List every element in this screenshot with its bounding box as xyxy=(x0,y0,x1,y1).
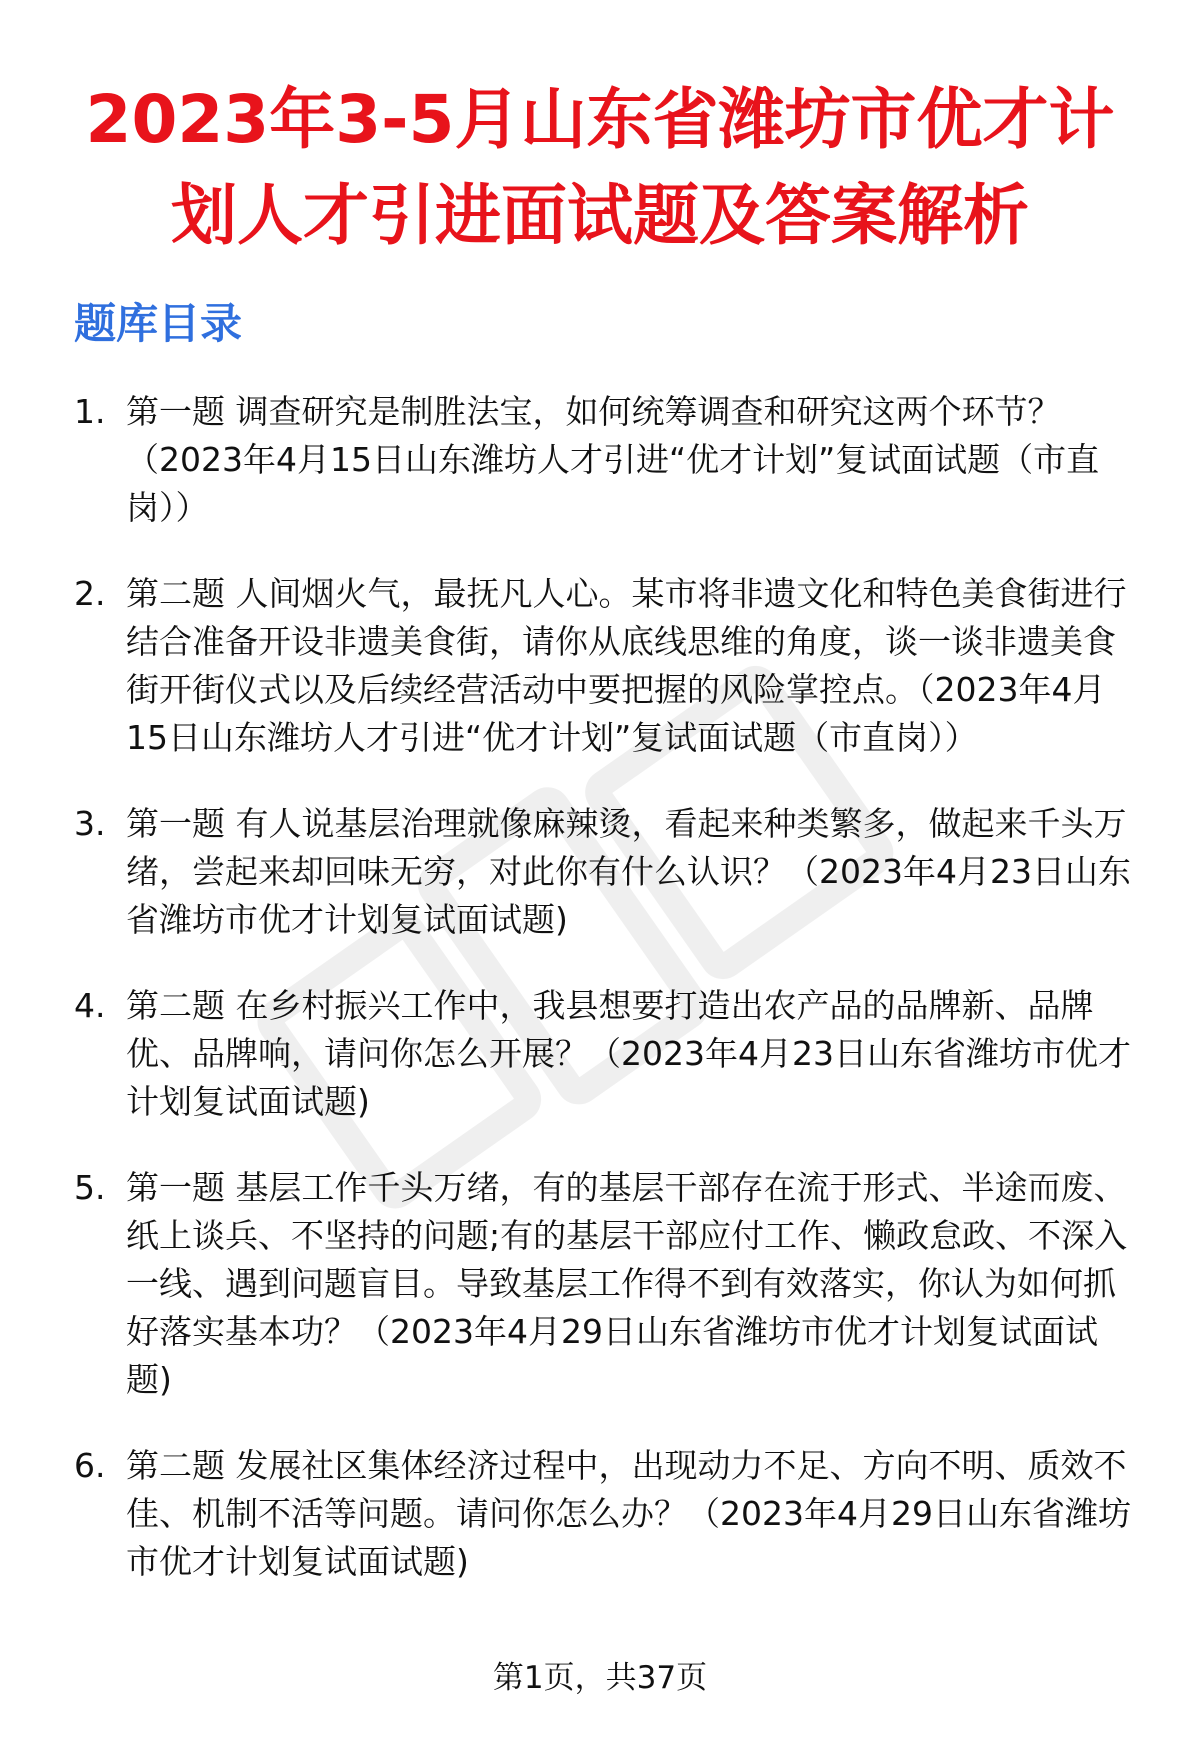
toc-item-6 xyxy=(66,1442,1134,1586)
page-footer: 第1页，共37页 xyxy=(492,1660,708,1696)
toc-item-text: 第二题 人间烟火气，最抚凡人心。某市将非遗文化和特色美食街进行结合准备开设非遗美食街，请你从底线思维的角度，谈一谈非遗美食街开街仪式以及后续经营活动中要把握的风险掌控点。（2023年4月15日山东潍坊人才引进“优才计划”复试面试题（市直岗）） xyxy=(126,574,1127,757)
toc-list xyxy=(66,388,1134,1586)
document-title-line-1: 2023年3-5月山东省潍坊市优才计 xyxy=(85,81,1115,158)
toc-item-number: 5. xyxy=(74,1168,106,1207)
toc-item-text: 第一题 有人说基层治理就像麻辣烫，看起来种类繁多，做起来千头万绪，尝起来却回味无穷，对此你有什么认识？（2023年4月23日山东省潍坊市优才计划复试面试题) xyxy=(126,804,1131,939)
toc-item-4 xyxy=(66,982,1134,1126)
toc-item-number: 4. xyxy=(74,986,106,1025)
document-title xyxy=(66,72,1134,264)
toc-item-5 xyxy=(66,1164,1134,1404)
toc-heading: 题库目录 xyxy=(74,299,243,348)
toc-item-number: 3. xyxy=(74,804,106,843)
toc-item-1 xyxy=(66,388,1134,532)
toc-item-text: 第一题 调查研究是制胜法宝，如何统筹调查和研究这两个环节？（2023年4月15日山东潍坊人才引进“优才计划”复试面试题（市直岗）） xyxy=(126,392,1100,527)
toc-item-text: 第二题 在乡村振兴工作中，我县想要打造出农产品的品牌新、品牌优、品牌响，请问你怎么开展？（2023年4月23日山东省潍坊市优才计划复试面试题) xyxy=(126,986,1131,1121)
toc-item-2 xyxy=(66,570,1134,762)
toc-item-text: 第二题 发展社区集体经济过程中，出现动力不足、方向不明、质效不佳、机制不活等问题。请问你怎么办？（2023年4月29日山东省潍坊市优才计划复试面试题) xyxy=(126,1446,1131,1581)
toc-item-number: 6. xyxy=(74,1446,106,1485)
document-title-line-2: 划人才引进面试题及答案解析 xyxy=(171,177,1029,254)
toc-item-text: 第一题 基层工作千头万绪，有的基层干部存在流于形式、半途而废、纸上谈兵、不坚持的问题;有的基层干部应付工作、懒政怠政、不深入一线、遇到问题盲目。导致基层工作得不到有效落实，你认为如何抓好落实基本功？（2023年4月29日山东省潍坊市优才计划复试面试题) xyxy=(126,1168,1128,1399)
toc-item-number: 2. xyxy=(74,574,106,613)
toc-item-3 xyxy=(66,800,1134,944)
toc-item-number: 1. xyxy=(74,392,106,431)
